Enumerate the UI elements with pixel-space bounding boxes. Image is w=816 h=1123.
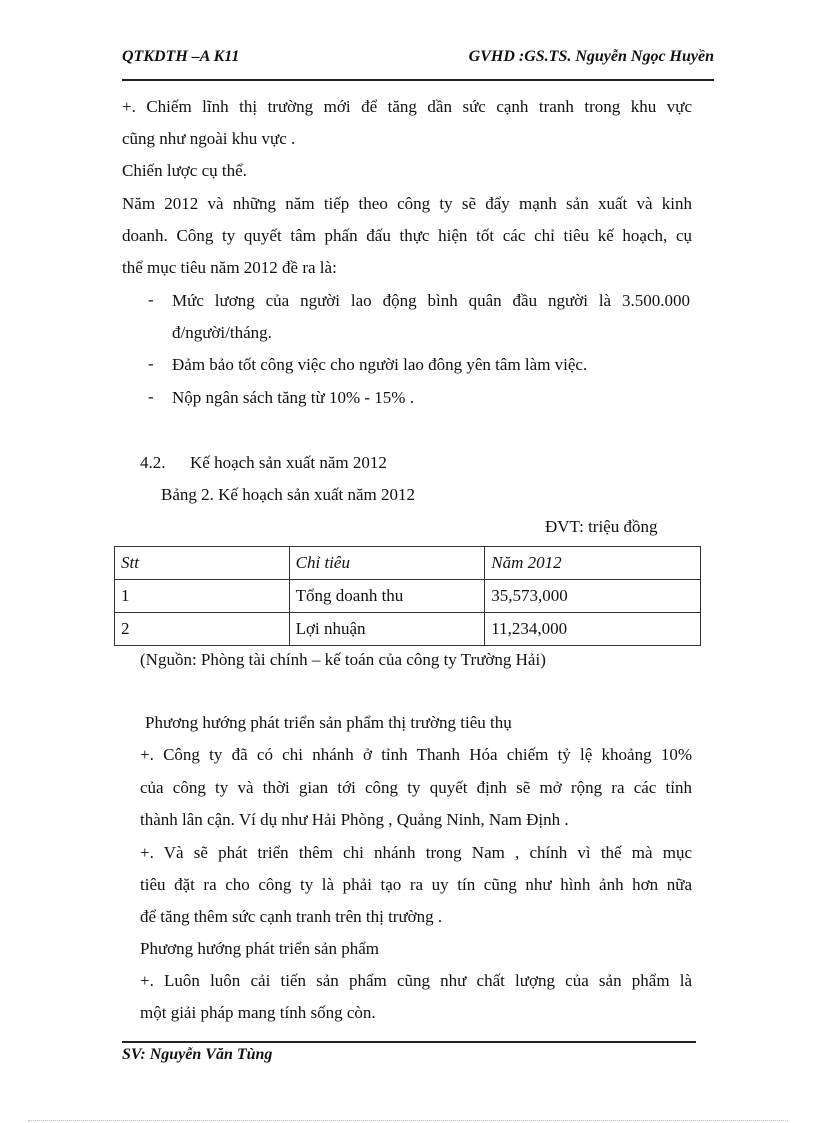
paragraph-line: +. Chiếm lĩnh thị trường mới để tăng dần sức cạnh tranh trong khu vực xyxy=(122,97,692,116)
table-cell: 11,234,000 xyxy=(485,613,701,646)
table-row xyxy=(115,580,701,613)
paragraph-line: Năm 2012 và những năm tiếp theo công ty sẽ đẩy mạnh sản xuất và kinh xyxy=(122,194,692,213)
unit-label: ĐVT: triệu đồng xyxy=(545,517,658,536)
paragraph-line: một giải pháp mang tính sống còn. xyxy=(140,1003,376,1022)
bullet-marker: - xyxy=(148,290,154,309)
paragraph-line: +. Và sẽ phát triển thêm chi nhánh trong Nam , chính vì thế mà mục xyxy=(140,843,692,862)
header-supervisor: GVHD :GS.TS. Nguyễn Ngọc Huyền xyxy=(468,48,714,65)
bullet-marker: - xyxy=(148,354,154,373)
page-header xyxy=(122,48,714,72)
table-cell: Tổng doanh thu xyxy=(289,580,485,613)
paragraph-line: +. Công ty đã có chi nhánh ở tỉnh Thanh Hóa chiếm tỷ lệ khoảng 10% xyxy=(140,745,692,764)
strategy-heading: Chiến lược cụ thể. xyxy=(122,161,247,180)
paragraph-line: thành lân cận. Ví dụ như Hải Phòng , Quảng Ninh, Nam Định . xyxy=(140,810,569,829)
development-heading: Phương hướng phát triển sản phẩm thị trường tiêu thụ xyxy=(145,713,512,732)
table-source: (Nguồn: Phòng tài chính – kế toán của công ty Trường Hải) xyxy=(140,650,546,669)
header-course: QTKDTH –A K11 xyxy=(122,48,240,65)
development-heading: Phương hướng phát triển sản phẩm xyxy=(140,939,379,958)
section-title: Kế hoạch sản xuất năm 2012 xyxy=(190,453,387,472)
paragraph-line: cũng như ngoài khu vực . xyxy=(122,129,296,148)
bullet-item: Mức lương của người lao động bình quân đầu người là 3.500.000 xyxy=(172,291,690,310)
header-divider xyxy=(122,79,714,81)
production-plan-table xyxy=(114,546,701,646)
page-edge-divider xyxy=(28,1120,788,1121)
paragraph-line: doanh. Công ty quyết tâm phấn đấu thực hiện tốt các chỉ tiêu kế hoạch, cụ xyxy=(122,226,692,245)
table-cell: 2 xyxy=(115,613,290,646)
table-header-cell: Stt xyxy=(115,547,290,580)
table-cell: 35,573,000 xyxy=(485,580,701,613)
table-cell: Lợi nhuận xyxy=(289,613,485,646)
table-header-row xyxy=(115,547,701,580)
paragraph-line: tiêu đặt ra cho công ty là phải tạo ra uy tín cũng như hình ảnh hơn nữa xyxy=(140,875,692,894)
bullet-item-continuation: đ/người/tháng. xyxy=(172,323,272,342)
table-header-cell: Chỉ tiêu xyxy=(289,547,485,580)
paragraph-line: của công ty và thời gian tới công ty quyết định sẽ mở rộng ra các tỉnh xyxy=(140,778,692,797)
table-header-cell: Năm 2012 xyxy=(485,547,701,580)
footer-student: SV: Nguyễn Văn Tùng xyxy=(122,1046,273,1063)
table-cell: 1 xyxy=(115,580,290,613)
paragraph-line: thể mục tiêu năm 2012 đề ra là: xyxy=(122,258,337,277)
footer-divider xyxy=(122,1041,696,1043)
table-row xyxy=(115,613,701,646)
paragraph-line: để tăng thêm sức cạnh tranh trên thị trường . xyxy=(140,907,443,926)
table-caption: Bảng 2. Kế hoạch sản xuất năm 2012 xyxy=(161,485,415,504)
section-number: 4.2. xyxy=(140,453,166,472)
bullet-marker: - xyxy=(148,387,154,406)
paragraph-line: +. Luôn luôn cải tiến sản phẩm cũng như chất lượng của sản phẩm là xyxy=(140,971,692,990)
bullet-item: Nộp ngân sách tăng từ 10% - 15% . xyxy=(172,388,414,407)
bullet-item: Đảm bảo tốt công việc cho người lao đông yên tâm làm việc. xyxy=(172,355,588,374)
